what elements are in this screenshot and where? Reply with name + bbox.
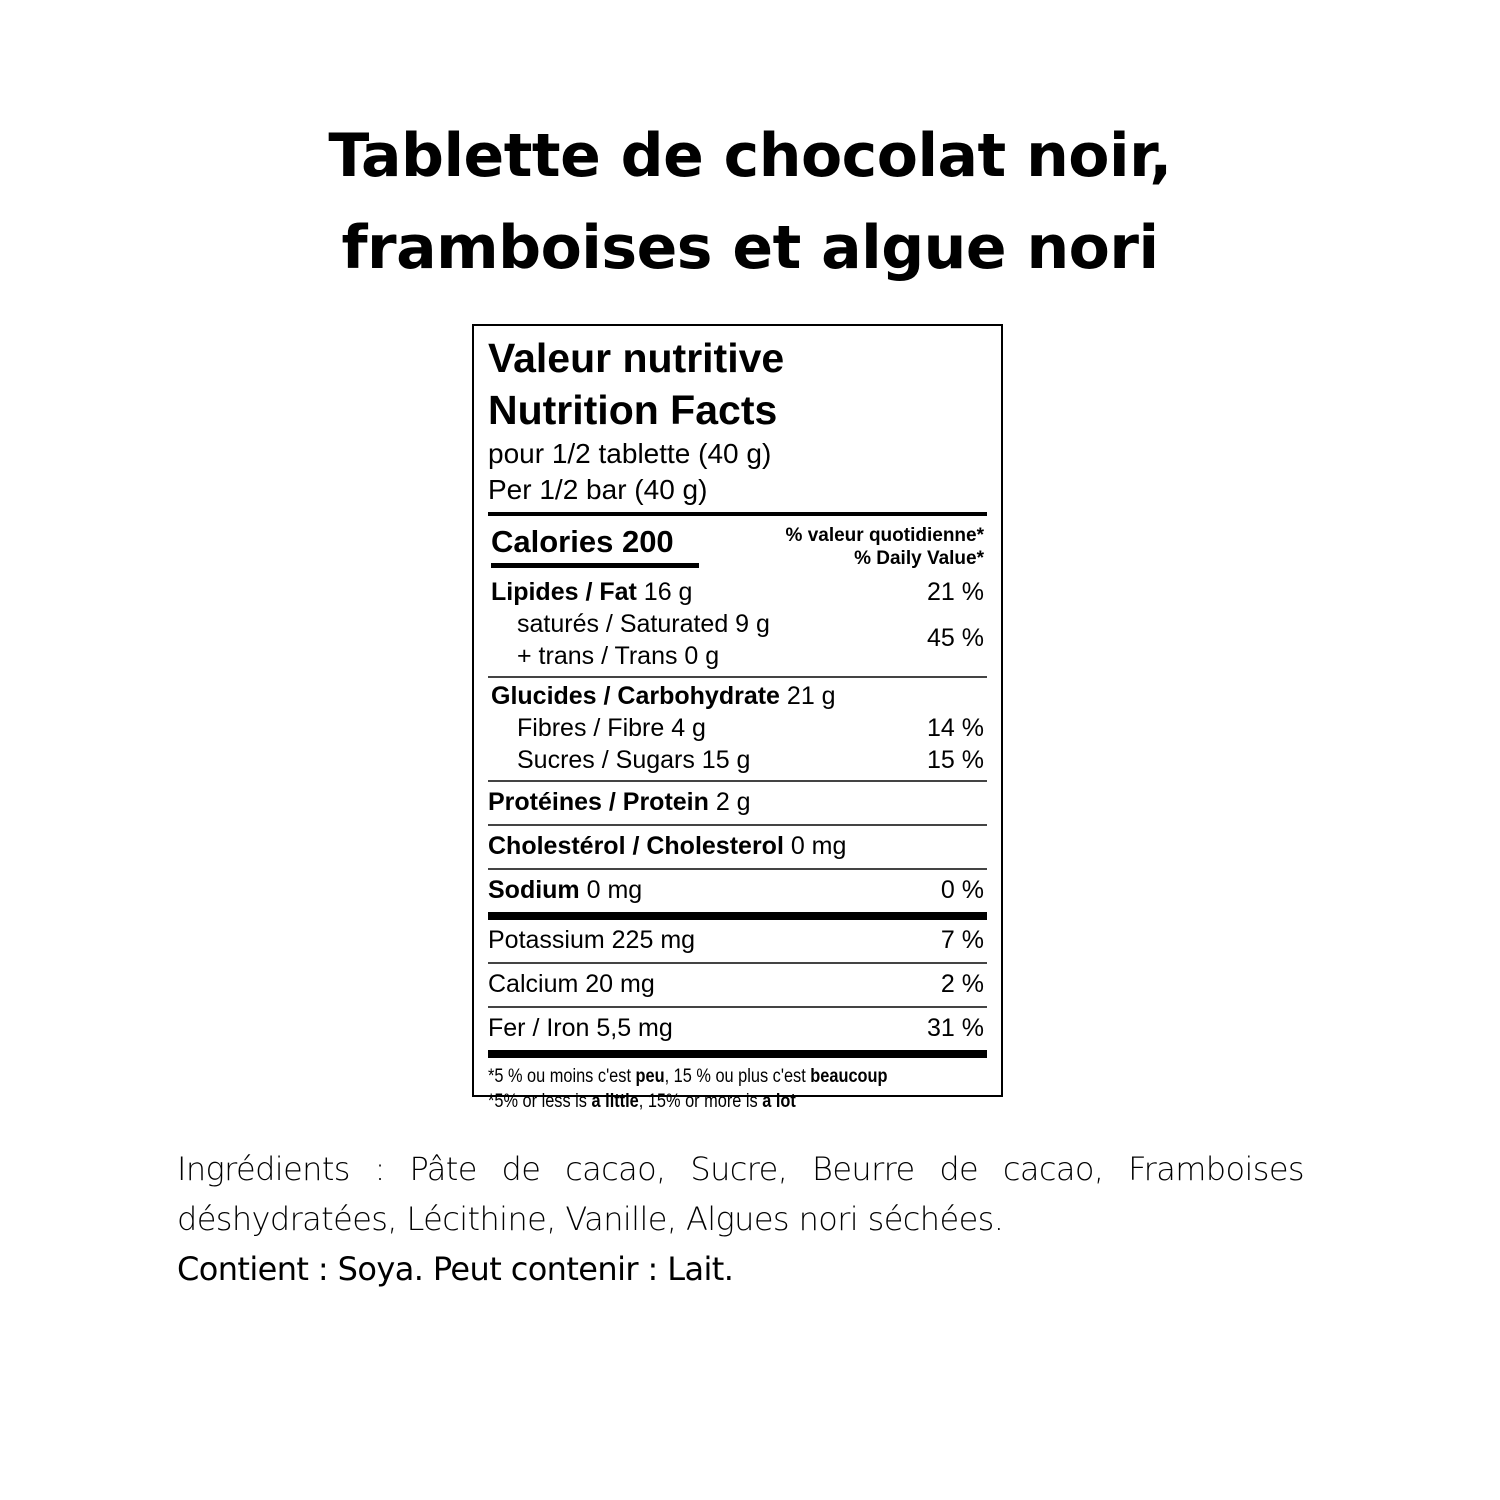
allergen-statement: Contient : Soya. Peut contenir : Lait. xyxy=(177,1250,734,1288)
saturated-row: saturés / Saturated 9 g xyxy=(517,610,770,638)
sodium-row xyxy=(488,870,987,912)
ingredients-line-2: déshydratées, Lécithine, Vanille, Algues nori séchées. xyxy=(177,1200,1004,1238)
product-title xyxy=(0,110,1500,294)
calories-label: Calories 200 xyxy=(491,524,674,559)
calories-row xyxy=(488,516,987,574)
cholesterol-row xyxy=(488,826,987,868)
carbohydrate-label: Glucides / Carbohydrate xyxy=(491,682,780,710)
divider xyxy=(488,1050,987,1058)
footnote-en-text-2: , 15% or more is xyxy=(638,1091,763,1112)
iron-percent: 31 % xyxy=(927,1014,984,1042)
nutrition-heading-fr: Valeur nutritive xyxy=(488,335,785,381)
protein-label: Protéines / Protein xyxy=(488,788,709,816)
protein-row xyxy=(488,782,987,824)
calcium-label: Calcium 20 mg xyxy=(488,970,655,998)
daily-value-header-fr: % valeur quotidienne* xyxy=(785,525,984,546)
iron-row xyxy=(488,1008,987,1050)
fat-amount: 16 g xyxy=(636,578,693,606)
carbohydrate-row xyxy=(491,680,987,712)
serving-size-en: Per 1/2 bar (40 g) xyxy=(488,474,708,505)
protein-amount: 2 g xyxy=(708,788,751,816)
footnote-fr xyxy=(488,1064,917,1089)
footnote-fr-bold-2: beaucoup xyxy=(810,1066,888,1087)
trans-row: + trans / Trans 0 g xyxy=(517,642,720,670)
potassium-label: Potassium 225 mg xyxy=(488,926,696,954)
fat-row xyxy=(491,576,987,608)
daily-value-footnote xyxy=(488,1058,987,1114)
cholesterol-label: Cholestérol / Cholesterol xyxy=(488,832,784,860)
sugars-percent: 15 % xyxy=(927,746,984,774)
ingredients-line-1: Ingrédients : Pâte de cacao, Sucre, Beurre de cacao, Framboises xyxy=(177,1150,1304,1188)
footnote-en xyxy=(488,1089,917,1114)
daily-value-header xyxy=(786,524,984,570)
serving-size-fr: pour 1/2 tablette (40 g) xyxy=(488,438,772,469)
potassium-row xyxy=(488,920,987,962)
nutrition-facts-table xyxy=(472,324,1003,1112)
footnote-fr-bold-1: peu xyxy=(635,1066,665,1087)
sodium-percent: 0 % xyxy=(940,876,984,904)
product-title-line-2: framboises et algue nori xyxy=(341,213,1159,283)
ingredients-text xyxy=(177,1144,1304,1244)
divider xyxy=(488,912,987,920)
sugars-label: Sucres / Sugars 15 g xyxy=(517,746,751,774)
carbohydrate-group xyxy=(488,678,987,780)
calcium-percent: 2 % xyxy=(940,970,984,998)
saturated-trans-percent: 45 % xyxy=(927,624,984,652)
sodium-amount: 0 mg xyxy=(579,876,643,904)
calories-underline xyxy=(491,563,699,568)
fat-label: Lipides / Fat xyxy=(491,578,637,606)
daily-value-header-en: % Daily Value* xyxy=(854,548,984,569)
calcium-row xyxy=(488,964,987,1006)
iron-label: Fer / Iron 5,5 mg xyxy=(488,1014,673,1042)
footnote-en-bold-1: a little xyxy=(591,1091,639,1112)
nutrition-heading-en: Nutrition Facts xyxy=(488,387,778,433)
fat-percent: 21 % xyxy=(927,578,984,606)
fibre-label: Fibres / Fibre 4 g xyxy=(517,714,706,742)
footnote-en-bold-2: a lot xyxy=(762,1091,796,1112)
footnote-fr-text: *5 % ou moins c'est xyxy=(488,1066,636,1087)
fat-group xyxy=(488,574,987,676)
fibre-row xyxy=(491,712,987,744)
fibre-percent: 14 % xyxy=(927,714,984,742)
sugars-row xyxy=(491,744,987,776)
carbohydrate-amount: 21 g xyxy=(779,682,836,710)
footnote-en-text: *5% or less is xyxy=(488,1091,592,1112)
product-title-line-1: Tablette de chocolat noir, xyxy=(328,121,1172,191)
potassium-percent: 7 % xyxy=(940,926,984,954)
cholesterol-amount: 0 mg xyxy=(783,832,847,860)
sodium-label: Sodium xyxy=(488,876,580,904)
footnote-fr-text-2: , 15 % ou plus c'est xyxy=(664,1066,811,1087)
